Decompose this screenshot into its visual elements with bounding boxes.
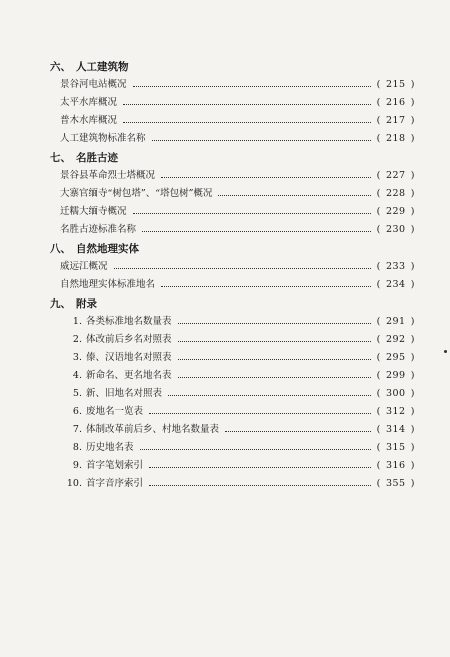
toc-entry[interactable] bbox=[50, 111, 415, 129]
toc-entry[interactable] bbox=[50, 402, 415, 420]
entry-title: 1. 各类标准地名数量表 bbox=[50, 313, 172, 331]
entry-title: 10. 首字音序索引 bbox=[50, 475, 143, 493]
entry-title: 大寨官缅寺“树包塔”、“塔包树”概况 bbox=[60, 188, 213, 199]
section-number: 六、 bbox=[50, 61, 71, 73]
entry-number: 1. bbox=[72, 316, 82, 327]
toc-entry[interactable] bbox=[50, 257, 415, 275]
entry-number: 3. bbox=[72, 352, 82, 363]
toc-entry[interactable] bbox=[50, 202, 415, 220]
entry-title: 名胜古迹标准名称 bbox=[60, 224, 137, 235]
dot-leader bbox=[218, 184, 370, 196]
dot-leader bbox=[178, 312, 371, 324]
toc-entry[interactable] bbox=[50, 166, 415, 184]
dot-leader bbox=[142, 220, 371, 232]
dot-leader bbox=[178, 366, 371, 378]
entry-title: 迁糯大缅寺概况 bbox=[60, 206, 127, 217]
entry-title: 2. 体改前后乡名对照表 bbox=[50, 331, 172, 349]
entry-number: 9. bbox=[72, 460, 82, 471]
entry-page: ( 295 ) bbox=[376, 352, 415, 363]
entry-page: ( 299 ) bbox=[376, 370, 415, 381]
entry-page: ( 229 ) bbox=[376, 206, 415, 217]
entry-title: 普木水库概况 bbox=[60, 115, 118, 126]
entry-page: ( 292 ) bbox=[376, 334, 415, 345]
entry-number: 6. bbox=[72, 406, 82, 417]
toc-entry[interactable] bbox=[50, 438, 415, 456]
entry-page: ( 218 ) bbox=[376, 133, 415, 144]
dot-leader bbox=[161, 275, 371, 287]
toc-entry[interactable] bbox=[50, 474, 415, 492]
section-number: 七、 bbox=[50, 152, 71, 164]
dot-leader bbox=[161, 166, 371, 178]
entry-page: ( 216 ) bbox=[376, 97, 415, 108]
entry-title: 景谷河电站概况 bbox=[60, 79, 127, 90]
entry-page: ( 228 ) bbox=[376, 188, 415, 199]
entry-page: ( 233 ) bbox=[376, 261, 415, 272]
toc-entry[interactable] bbox=[50, 330, 415, 348]
toc-entry[interactable] bbox=[50, 75, 415, 93]
entry-page: ( 227 ) bbox=[376, 170, 415, 181]
dot-leader bbox=[140, 438, 371, 450]
entry-number: 7. bbox=[72, 424, 82, 435]
dot-leader bbox=[123, 93, 371, 105]
section-heading bbox=[50, 150, 415, 166]
toc-entry[interactable] bbox=[50, 93, 415, 111]
entry-title: 3. 傣、汉语地名对照表 bbox=[50, 349, 172, 367]
entry-title: 景谷县革命烈士塔概况 bbox=[60, 170, 156, 181]
dot-leader bbox=[149, 456, 371, 468]
dot-leader bbox=[149, 402, 371, 414]
entry-page: ( 230 ) bbox=[376, 224, 415, 235]
table-of-contents bbox=[50, 56, 415, 492]
entry-page: ( 312 ) bbox=[376, 406, 415, 417]
section-title: 附录 bbox=[76, 298, 97, 310]
dot-leader bbox=[152, 129, 371, 141]
toc-entry[interactable] bbox=[50, 384, 415, 402]
entry-number: 2. bbox=[72, 334, 82, 345]
toc-entry[interactable] bbox=[50, 129, 415, 147]
entry-title: 9. 首字笔划索引 bbox=[50, 457, 143, 475]
entry-page: ( 215 ) bbox=[376, 79, 415, 90]
entry-title: 7. 体制改革前后乡、村地名数量表 bbox=[50, 421, 219, 439]
dot-leader bbox=[168, 384, 371, 396]
section-title: 自然地理实体 bbox=[76, 243, 139, 255]
toc-entry[interactable] bbox=[50, 348, 415, 366]
toc-entry[interactable] bbox=[50, 456, 415, 474]
entry-title: 4. 新命名、更名地名表 bbox=[50, 367, 172, 385]
toc-entry[interactable] bbox=[50, 220, 415, 238]
entry-page: ( 314 ) bbox=[376, 424, 415, 435]
entry-page: ( 291 ) bbox=[376, 316, 415, 327]
dot-leader bbox=[114, 257, 371, 269]
toc-entry[interactable] bbox=[50, 366, 415, 384]
dot-leader bbox=[133, 202, 371, 214]
entry-title: 自然地理实体标准地名 bbox=[60, 279, 156, 290]
dot-leader bbox=[133, 75, 371, 87]
dot-leader bbox=[123, 111, 371, 123]
toc-entry[interactable] bbox=[50, 420, 415, 438]
entry-page: ( 315 ) bbox=[376, 442, 415, 453]
section-number: 八、 bbox=[50, 243, 71, 255]
toc-entry[interactable] bbox=[50, 312, 415, 330]
toc-entry[interactable] bbox=[50, 184, 415, 202]
dot-leader bbox=[149, 474, 371, 486]
dot-leader bbox=[225, 420, 371, 432]
entry-page: ( 355 ) bbox=[376, 478, 415, 489]
entry-number: 8. bbox=[72, 442, 82, 453]
dot-leader bbox=[178, 348, 371, 360]
entry-page: ( 316 ) bbox=[376, 460, 415, 471]
entry-number: 10. bbox=[66, 478, 82, 489]
entry-title: 6. 废地名一览表 bbox=[50, 403, 143, 421]
entry-title: 太平水库概况 bbox=[60, 97, 118, 108]
scan-speck bbox=[444, 350, 447, 353]
entry-number: 4. bbox=[72, 370, 82, 381]
entry-title: 威远江概况 bbox=[60, 261, 108, 272]
section-heading bbox=[50, 241, 415, 257]
section-heading bbox=[50, 59, 415, 75]
section-heading bbox=[50, 296, 415, 312]
entry-page: ( 217 ) bbox=[376, 115, 415, 126]
toc-entry[interactable] bbox=[50, 275, 415, 293]
entry-title: 5. 新、旧地名对照表 bbox=[50, 385, 162, 403]
section-number: 九、 bbox=[50, 298, 71, 310]
entry-title: 人工建筑物标准名称 bbox=[60, 133, 146, 144]
section-title: 人工建筑物 bbox=[76, 61, 129, 73]
entry-page: ( 234 ) bbox=[376, 279, 415, 290]
entry-number: 5. bbox=[72, 388, 82, 399]
dot-leader bbox=[178, 330, 371, 342]
entry-title: 8. 历史地名表 bbox=[50, 439, 134, 457]
section-title: 名胜古迹 bbox=[76, 152, 118, 164]
entry-page: ( 300 ) bbox=[376, 388, 415, 399]
